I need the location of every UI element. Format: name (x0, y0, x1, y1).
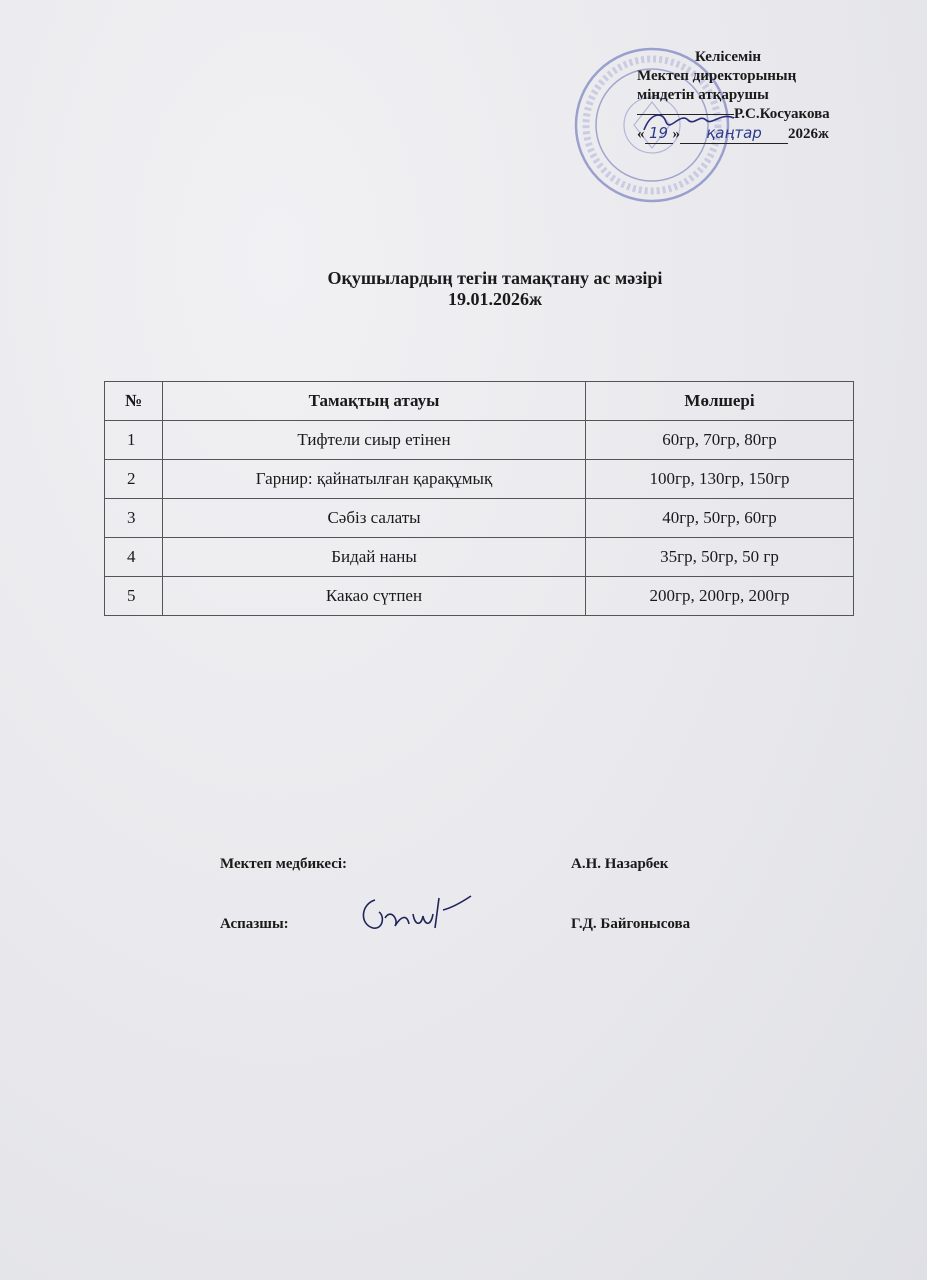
title-block (0, 268, 927, 310)
menu-table (104, 381, 854, 616)
cook-signature (355, 890, 475, 938)
row-quantity: 40гр, 50гр, 60гр (586, 499, 854, 538)
header-dish-name: Тамақтың атауы (163, 382, 586, 421)
approval-position-cont: міндетін атқарушы (637, 87, 769, 103)
row-quantity: 100гр, 130гр, 150гр (586, 460, 854, 499)
row-quantity: 200гр, 200гр, 200гр (586, 577, 854, 616)
approval-heading: Келісемін (695, 49, 762, 65)
header-quantity: Мөлшері (586, 382, 854, 421)
approval-date-line: « 19 » қаңтар 2026ж (637, 124, 829, 142)
row-quantity: 60гр, 70гр, 80гр (586, 421, 854, 460)
table-row (105, 421, 854, 460)
page-title: Оқушылардың тегін тамақтану ас мәзірі (327, 268, 663, 288)
row-number: 2 (105, 460, 163, 499)
cook-name: Г.Д. Байгонысова (571, 916, 691, 932)
row-dish-name: Сәбіз салаты (163, 499, 586, 538)
cook-label: Аспазшы: (220, 916, 289, 932)
approval-year: 2026ж (788, 126, 829, 142)
nurse-name: А.Н. Назарбек (571, 856, 669, 872)
row-dish-name: Бидай наны (163, 538, 586, 577)
row-dish-name: Гарнир: қайнатылған қарақұмық (163, 460, 586, 499)
table-row (105, 538, 854, 577)
page-date: 19.01.2026ж (447, 289, 543, 309)
row-number: 5 (105, 577, 163, 616)
row-quantity: 35гр, 50гр, 50 гр (586, 538, 854, 577)
row-dish-name: Какао сүтпен (163, 577, 586, 616)
header-number: № (105, 382, 163, 421)
director-signature (640, 104, 740, 140)
table-row (105, 577, 854, 616)
row-number: 1 (105, 421, 163, 460)
table-row (105, 460, 854, 499)
approval-month: қаңтар (680, 124, 788, 144)
nurse-label: Мектеп медбикесі: (220, 856, 348, 872)
table-header-row (105, 382, 854, 421)
row-number: 4 (105, 538, 163, 577)
row-dish-name: Тифтели сиыр етінен (163, 421, 586, 460)
approval-position: Мектеп директорының (637, 68, 797, 84)
approval-day: 19 (645, 124, 673, 144)
approval-director-name: Р.С.Косуакова (734, 106, 830, 122)
row-number: 3 (105, 499, 163, 538)
table-row (105, 499, 854, 538)
